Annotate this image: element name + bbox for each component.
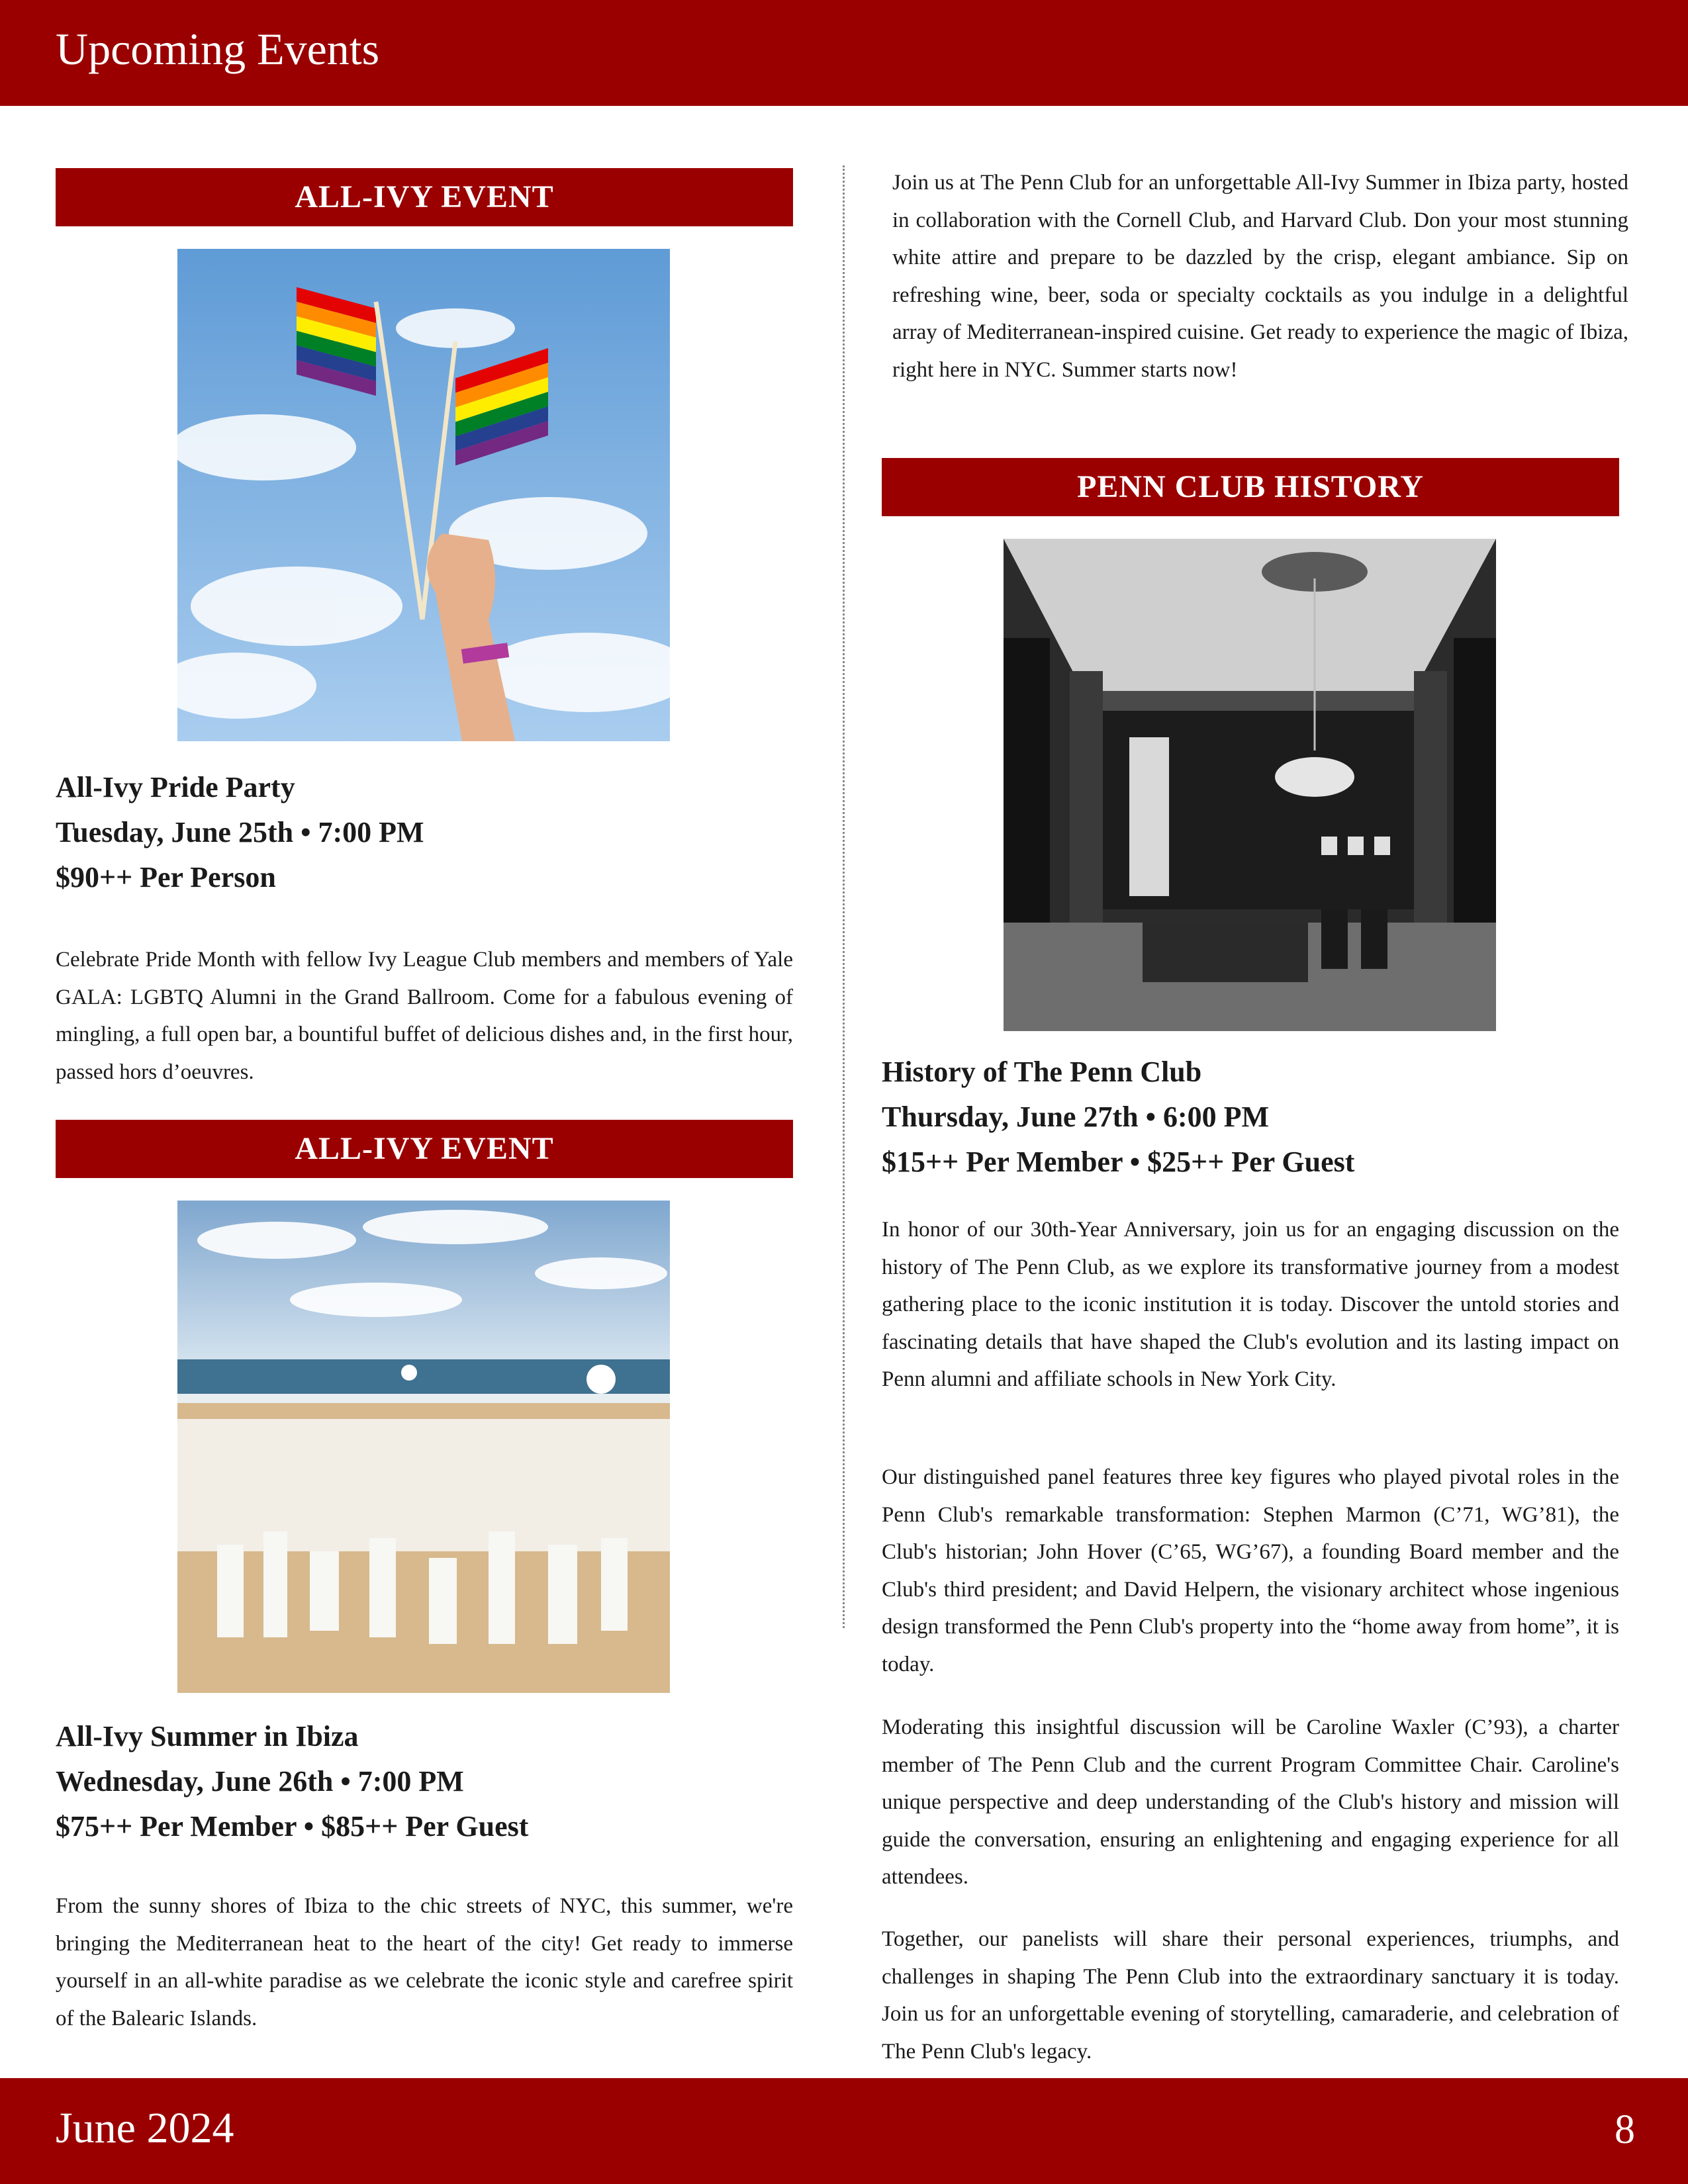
- page-number: 8: [1615, 2107, 1635, 2152]
- event-details: [56, 765, 424, 900]
- event-description-paragraph: Moderating this insightful discussion will be Caroline Waxler (C’93), a charter member of The Penn Club and the current Program Committee Chair. Caroline's unique perspective and deep understanding of the Club's history and mission will guide the conversation, ensuring an enlightening and engaging experience for all attendees.: [882, 1715, 1619, 1889]
- event-price: $90++ Per Person: [56, 861, 276, 893]
- event-name: History of The Penn Club: [882, 1056, 1202, 1088]
- beach-party-photo: [177, 1201, 670, 1693]
- event-datetime: Tuesday, June 25th • 7:00 PM: [56, 816, 424, 848]
- event-name: All-Ivy Summer in Ibiza: [56, 1720, 359, 1752]
- page-header: [0, 0, 1688, 106]
- page-footer: [0, 2078, 1688, 2184]
- pride-flags-photo: [177, 249, 670, 741]
- event-description: From the sunny shores of Ibiza to the chic streets of NYC, this summer, we're bringing the Mediterranean heat to the heart of the city! Get ready to immerse yourself in an all-white paradise as we celebrate the iconic style and carefree spirit of the Balearic Islands.: [56, 1894, 793, 2030]
- event-name: All-Ivy Pride Party: [56, 771, 295, 803]
- event-details: [56, 1714, 528, 1849]
- event-description-paragraph: Together, our panelists will share their personal experiences, triumphs, and challenges in shaping The Penn Club into the extraordinary sanctuary it is today. Join us for an unforgettable evening of storytelling, camaraderie, and celebration of The Penn Club's legacy.: [882, 1927, 1619, 2064]
- issue-date: June 2024: [56, 2104, 234, 2152]
- event-description-paragraph: Our distinguished panel features three key figures who played pivotal roles in the Penn Club's remarkable transformation: Stephen Marmon (C’71, WG’81), the Club's historian; John Hover (C’65, WG’67), a founding Board member and the Club's third president; and David Helpern, the visionary architect whose ingenious design transformed the Penn Club's property into the “home away from home”, it is today.: [882, 1465, 1619, 1676]
- event-category-banner: ALL-IVY EVENT: [56, 168, 793, 226]
- page-title: Upcoming Events: [56, 24, 380, 74]
- event-datetime: Wednesday, June 26th • 7:00 PM: [56, 1765, 464, 1797]
- historic-club-room-photo: [1004, 539, 1496, 1031]
- event-description-paragraph: In honor of our 30th-Year Anniversary, join us for an engaging discussion on the history of The Penn Club, as we explore its transformative journey from a modest gathering place to the iconic institution it is today. Discover the untold stories and fascinating details that have shaped the Club's evolution and its lasting impact on Penn alumni and affiliate schools in New York City.: [882, 1218, 1619, 1391]
- event-description: Celebrate Pride Month with fellow Ivy League Club members and members of Yale GALA: LGBTQ Alumni in the Grand Ballroom. Come for a fabulous evening of mingling, a full open bar, a bountiful buffet of delicious dishes and, in the first hour, passed hors d’oeuvres.: [56, 948, 793, 1084]
- event-category-banner: PENN CLUB HISTORY: [882, 458, 1619, 516]
- column-divider: [843, 165, 845, 1628]
- event-details: [882, 1050, 1354, 1185]
- event-price: $75++ Per Member • $85++ Per Guest: [56, 1810, 529, 1843]
- ibiza-description-continued: Join us at The Penn Club for an unforgettable All-Ivy Summer in Ibiza party, hosted in collaboration with the Cornell Club, and Harvard Club. Don your most stunning white attire and prepare to be dazzled by the crisp, elegant ambiance. Sip on refreshing wine, beer, soda or specialty cocktails as you indulge in a delightful array of Mediterranean-inspired cuisine. Get ready to experience the magic of Ibiza, right here in NYC. Summer starts now!: [892, 171, 1628, 382]
- event-datetime: Thursday, June 27th • 6:00 PM: [882, 1101, 1270, 1133]
- event-price: $15++ Per Member • $25++ Per Guest: [882, 1146, 1355, 1178]
- event-category-banner: ALL-IVY EVENT: [56, 1120, 793, 1178]
